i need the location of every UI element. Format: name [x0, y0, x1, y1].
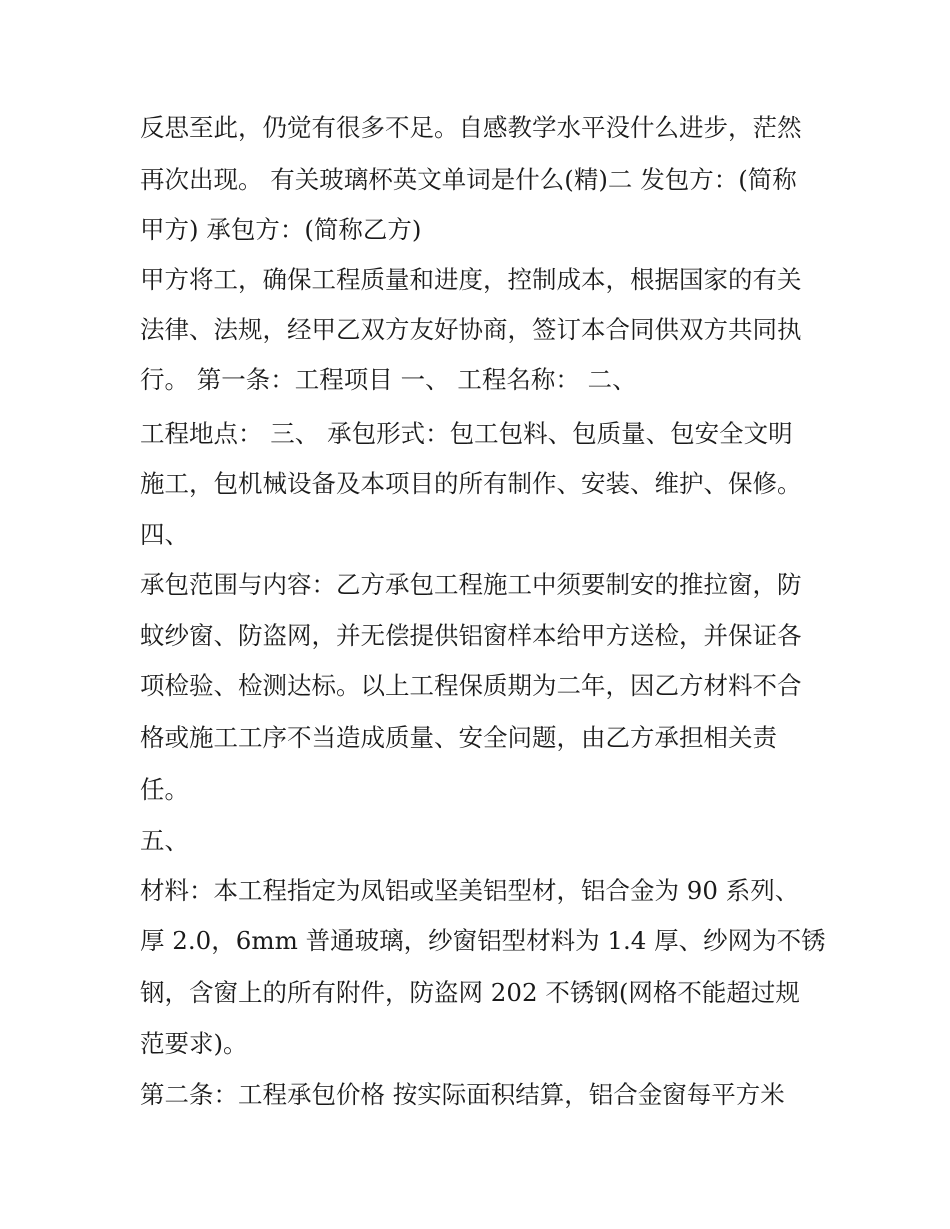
text-line: 行。 第一条：工程项目 一、 工程名称： 二、	[140, 365, 637, 394]
text-line: 施工，包机械设备及本项目的所有制作、安装、维护、保修。	[140, 469, 802, 498]
text-line: 法律、法规，经甲乙双方友好协商，签订本合同供双方共同执	[140, 315, 802, 344]
text-line: 工程地点： 三、 承包形式：包工包料、包质量、包安全文明	[140, 419, 793, 448]
text-line: 承包范围与内容：乙方承包工程施工中须要制安的推拉窗，防	[140, 570, 802, 599]
text-line: 钢，含窗上的所有附件，防盗网 202 不锈钢(网格不能超过规	[140, 978, 800, 1007]
text-line: 五、	[140, 826, 189, 855]
text-line: 项检验、检测达标。以上工程保质期为二年，因乙方材料不合	[140, 671, 802, 700]
text-line: 甲方将工，确保工程质量和进度，控制成本，根据国家的有关	[140, 265, 802, 294]
text-line: 格或施工工序不当造成质量、安全问题，由乙方承担相关责	[140, 723, 777, 752]
text-line: 反思至此，仍觉有很多不足。自感教学水平没什么进步，茫然	[140, 113, 802, 142]
text-line: 厚 2.0，6mm 普通玻璃，纱窗铝型材料为 1.4 厚、纱网为不锈	[140, 926, 826, 955]
text-line: 材料：本工程指定为凤铝或坚美铝型材，铝合金为 90 系列、	[140, 876, 800, 905]
text-line: 蚊纱窗、防盗网，并无偿提供铝窗样本给甲方送检，并保证各	[140, 621, 802, 650]
text-line: 任。	[140, 775, 189, 804]
text-line: 四、	[140, 520, 189, 549]
text-line: 范要求)。	[140, 1029, 248, 1058]
text-line: 再次出现。 有关玻璃杯英文单词是什么(精)二 发包方：(简称	[140, 165, 797, 194]
text-line: 甲方) 承包方：(简称乙方)	[140, 215, 422, 244]
text-line: 第二条：工程承包价格 按实际面积结算，铝合金窗每平方米	[140, 1080, 785, 1109]
